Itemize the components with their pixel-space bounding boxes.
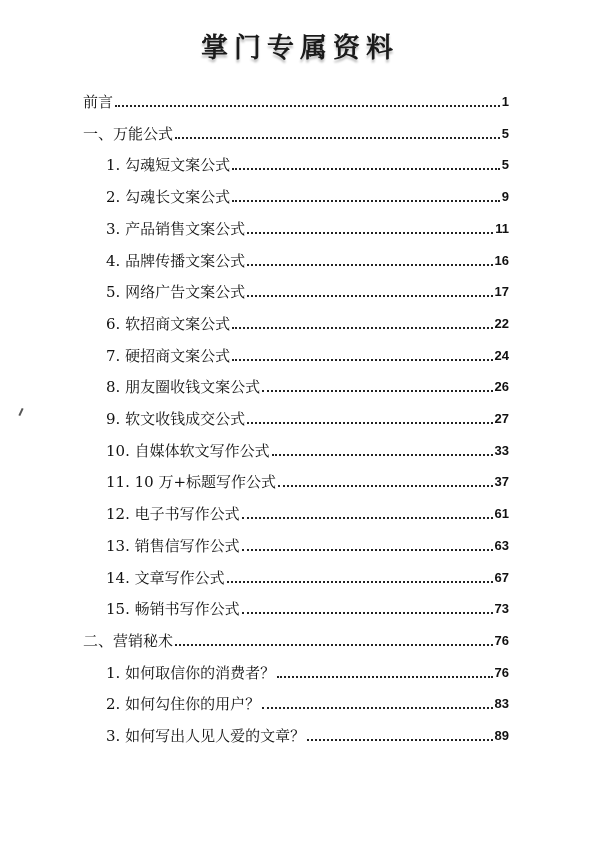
toc-leader-dots — [175, 136, 500, 139]
toc-leader-dots — [242, 611, 493, 614]
toc-entry[interactable] — [83, 118, 509, 144]
toc-entry[interactable] — [106, 720, 509, 746]
toc-entry-label: 10. 自媒体软文写作公式 — [106, 441, 270, 460]
toc-leader-dots — [247, 263, 492, 266]
toc-entry[interactable] — [106, 149, 509, 175]
toc-entry-page: 26 — [494, 379, 509, 395]
toc-entry-page: 83 — [494, 696, 509, 712]
toc-leader-dots — [232, 326, 492, 329]
toc-entry-label: 13. 销售信写作公式 — [106, 536, 240, 555]
toc-entry-label: 12. 电子书写作公式 — [106, 505, 240, 524]
toc-entry-page: 89 — [494, 728, 509, 743]
scan-speck — [18, 408, 23, 416]
toc-entry[interactable] — [83, 625, 509, 651]
toc-entry-label: 14. 文章写作公式 — [106, 568, 225, 587]
toc-entry-label: 9. 软文收钱成交公式 — [106, 410, 246, 428]
toc-entry[interactable] — [106, 593, 509, 619]
toc-entry-label: 1. 勾魂短文案公式 — [106, 156, 231, 175]
toc-entry[interactable] — [106, 213, 509, 239]
toc-entry-page: 73 — [494, 601, 509, 617]
toc-leader-dots — [115, 104, 500, 107]
toc-entry-page: 16 — [494, 252, 509, 268]
toc-entry-page: 9 — [501, 189, 509, 205]
toc-entry[interactable] — [106, 498, 509, 524]
toc-leader-dots — [232, 199, 500, 202]
toc-entry-page: 33 — [494, 442, 509, 458]
toc-entry[interactable] — [106, 371, 509, 397]
toc-entry-label: 8. 朋友圈收钱文案公式 — [106, 378, 261, 397]
toc-entry[interactable] — [106, 276, 509, 302]
toc-leader-dots — [232, 358, 492, 361]
toc-entry[interactable] — [106, 245, 509, 271]
toc-leader-dots — [247, 421, 492, 424]
toc-entry-label: 4. 品牌传播文案公式 — [106, 251, 246, 270]
toc-entry[interactable] — [106, 657, 509, 683]
document-title: 掌门专属资料 — [201, 33, 399, 64]
toc-leader-dots — [227, 580, 493, 583]
toc-entry[interactable] — [106, 530, 509, 556]
toc-leader-dots — [278, 484, 492, 487]
toc-entry-page: 11 — [495, 220, 509, 236]
toc-leader-dots — [272, 453, 493, 456]
toc-entry[interactable] — [106, 181, 509, 207]
toc-entry-page: 1 — [501, 94, 509, 109]
toc-entry-page: 5 — [501, 125, 509, 141]
toc-leader-dots — [242, 516, 493, 519]
toc-entry-page: 22 — [494, 315, 509, 331]
toc-leader-dots — [175, 643, 493, 646]
toc-leader-dots — [277, 675, 492, 678]
toc-entry[interactable] — [106, 562, 509, 588]
toc-entry-label: 7. 硬招商文案公式 — [106, 346, 231, 365]
toc-entry[interactable] — [106, 308, 509, 334]
toc-leader-dots — [247, 231, 493, 234]
toc-entry-label: 15. 畅销书写作公式 — [106, 600, 240, 619]
toc-entry-page: 76 — [494, 632, 509, 648]
toc-entry-label: 6. 软招商文案公式 — [106, 314, 231, 333]
toc-leader-dots — [247, 294, 492, 297]
toc-leader-dots — [262, 389, 492, 392]
toc-entry-page: 61 — [494, 506, 509, 522]
toc-entry[interactable] — [106, 435, 509, 461]
toc-entry-page: 17 — [494, 284, 509, 300]
toc-entry-page: 24 — [494, 347, 509, 363]
toc-entry-page: 37 — [494, 474, 509, 490]
toc-entry[interactable] — [83, 86, 509, 112]
toc-entry-page: 67 — [494, 569, 509, 585]
toc-entry-label: 二、营销秘术 — [83, 631, 174, 650]
toc-leader-dots — [232, 167, 500, 170]
toc-entry[interactable] — [106, 403, 509, 429]
toc-entry-page: 76 — [494, 664, 509, 680]
toc-entry-label: 一、万能公式 — [83, 124, 174, 143]
toc-entry[interactable] — [106, 688, 509, 714]
toc-entry-label: 2. 如何勾住你的用户？ — [106, 695, 261, 714]
toc-entry-label: 3. 如何写出人见人爱的文章？ — [106, 727, 306, 745]
toc-entry[interactable] — [106, 466, 509, 492]
toc-entry-label: 1. 如何取信你的消费者？ — [106, 663, 276, 682]
toc-entry-page: 5 — [501, 157, 509, 173]
toc-entry-page: 63 — [494, 537, 509, 553]
toc-entry-label: 5. 网络广告文案公式 — [106, 283, 246, 302]
toc-leader-dots — [262, 706, 492, 709]
toc-entry[interactable] — [106, 340, 509, 366]
toc-entry-label: 3. 产品销售文案公式 — [106, 219, 246, 238]
toc-entry-label: 11. 10 万+标题写作公式 — [106, 473, 277, 492]
toc-leader-dots — [307, 738, 492, 741]
toc-entry-page: 27 — [494, 411, 509, 426]
toc-leader-dots — [242, 548, 493, 551]
toc-entry-label: 2. 勾魂长文案公式 — [106, 188, 231, 207]
toc-entry-label: 前言 — [83, 93, 114, 111]
